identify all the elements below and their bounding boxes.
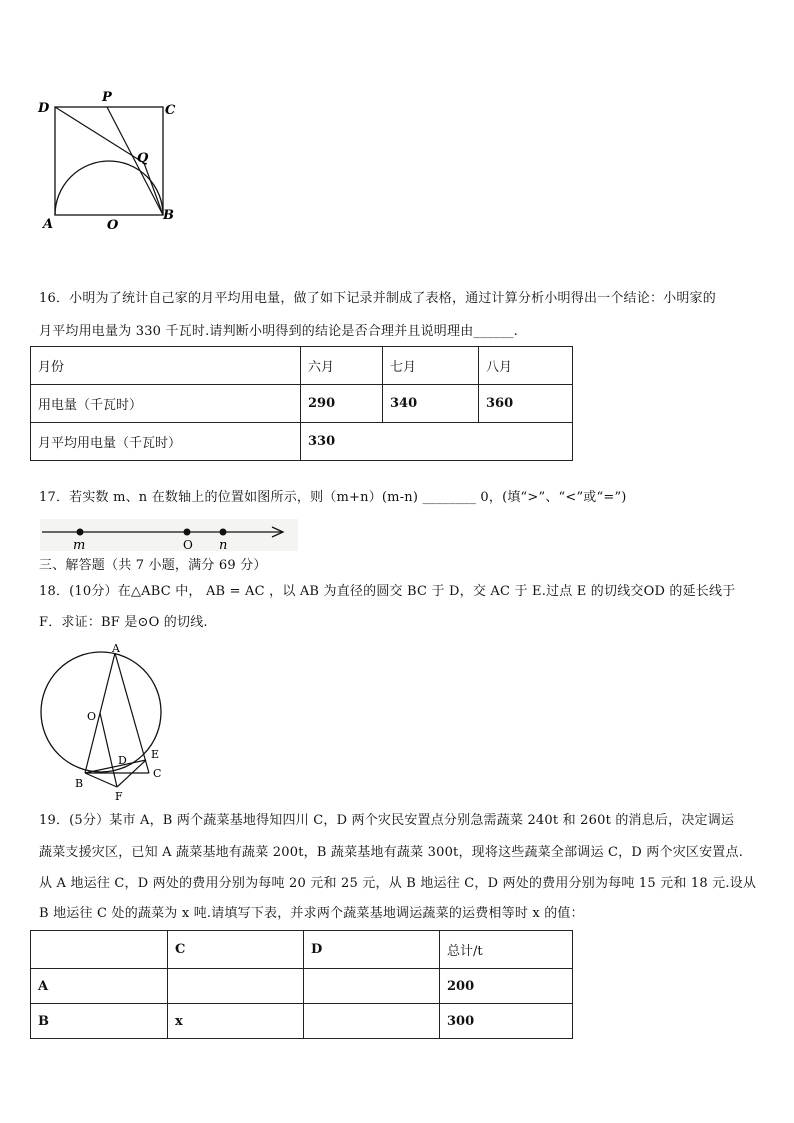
- table-cell: 七月: [383, 347, 479, 385]
- table-cell: B: [31, 1004, 168, 1039]
- label-a: A: [43, 217, 54, 232]
- label-e: E: [151, 748, 160, 761]
- label-b: B: [75, 777, 84, 790]
- table-cell: 300: [440, 1004, 573, 1039]
- q18-line2: F．求证：BF 是⊙O 的切线.: [39, 615, 208, 630]
- section-heading: 三、解答题（共 7 小题，满分 69 分）: [39, 558, 267, 573]
- label-c: C: [153, 767, 162, 780]
- point-n: [220, 529, 227, 536]
- table-cell: [168, 969, 304, 1004]
- label-d: D: [38, 101, 50, 116]
- table-cell: [304, 1004, 440, 1039]
- table-cell: 340: [383, 385, 479, 423]
- label-f: F: [115, 790, 123, 803]
- q19-line2: 蔬菜支援灾区，已知 A 蔬菜基地有蔬菜 200t，B 蔬菜基地有蔬菜 300t，现将这些蔬菜全部调运 C，D 两个灾区安置点.: [39, 845, 744, 860]
- figure-square-semicircle: [30, 85, 190, 235]
- table-cell: D: [304, 931, 440, 969]
- number-line-figure: [38, 518, 300, 552]
- point-zero: [184, 529, 191, 536]
- label-n: n: [219, 538, 228, 552]
- q19-table: [30, 930, 573, 1039]
- segment-bf: [85, 773, 117, 787]
- table-cell: 总计/t: [440, 931, 573, 969]
- segment-be: [85, 760, 146, 773]
- segment-dq: [55, 107, 144, 163]
- label-b: B: [163, 208, 174, 223]
- point-m: [77, 529, 84, 536]
- table-row: [31, 931, 573, 969]
- label-m: m: [73, 538, 86, 552]
- q19-line3: 从 A 地运往 C，D 两处的费用分别为每吨 20 元和 25 元，从 B 地运往 C，D 两处的费用分别为每吨 15 元和 18 元.设从: [39, 876, 757, 891]
- table-cell: 200: [440, 969, 573, 1004]
- label-o: O: [107, 218, 119, 233]
- table-row: [31, 1004, 573, 1039]
- q18-line1: 18．(10分）在△ABC 中， AB = AC ，以 AB 为直径的圆交 BC 于 D，交 AC 于 E.过点 E 的切线交OD 的延长线于: [39, 584, 736, 599]
- q16-table: [30, 346, 573, 461]
- segment-of: [100, 713, 117, 787]
- label-o: O: [87, 710, 97, 723]
- segment-qb: [144, 163, 163, 215]
- label-c: C: [165, 103, 176, 118]
- table-cell: 330: [301, 423, 573, 461]
- table-cell: x: [168, 1004, 304, 1039]
- table-row: [31, 423, 573, 461]
- table-cell: 月平均用电量（千瓦时）: [31, 423, 301, 461]
- q19-line1: 19．(5分）某市 A，B 两个蔬菜基地得知四川 C，D 两个灾民安置点分别急需蔬菜 240t 和 260t 的消息后，决定调运: [39, 813, 735, 828]
- table-cell: 八月: [479, 347, 573, 385]
- table-cell: [304, 969, 440, 1004]
- table-cell: [31, 931, 168, 969]
- q17-text: 17．若实数 m、n 在数轴上的位置如图所示，则（m+n）(m-n) ________ 0，(填“>”、“<”或“=”): [39, 490, 627, 505]
- table-cell: 月份: [31, 347, 301, 385]
- table-row: [31, 347, 573, 385]
- table-cell: C: [168, 931, 304, 969]
- table-cell: 360: [479, 385, 573, 423]
- label-d: D: [118, 754, 127, 767]
- table-cell: 290: [301, 385, 383, 423]
- table-row: [31, 969, 573, 1004]
- q16-line1: 16．小明为了统计自己家的月平均用电量，做了如下记录并制成了表格，通过计算分析小明得出一个结论：小明家的: [39, 291, 716, 306]
- table-cell: 六月: [301, 347, 383, 385]
- figure-circle-triangle: [36, 640, 171, 805]
- q16-line2: 月平均用电量为 330 千瓦时.请判断小明得到的结论是否合理并且说明理由______.: [39, 324, 518, 339]
- table-cell: A: [31, 969, 168, 1004]
- label-q: Q: [137, 151, 149, 166]
- label-p: P: [102, 90, 112, 105]
- table-cell: 用电量（千瓦时）: [31, 385, 301, 423]
- label-zero: O: [183, 538, 193, 552]
- table-row: [31, 385, 573, 423]
- label-a: A: [112, 642, 120, 655]
- q19-line4: B 地运往 C 处的蔬菜为 x 吨.请填写下表，并求两个蔬菜基地调运蔬菜的运费相等时 x 的值：: [39, 906, 584, 921]
